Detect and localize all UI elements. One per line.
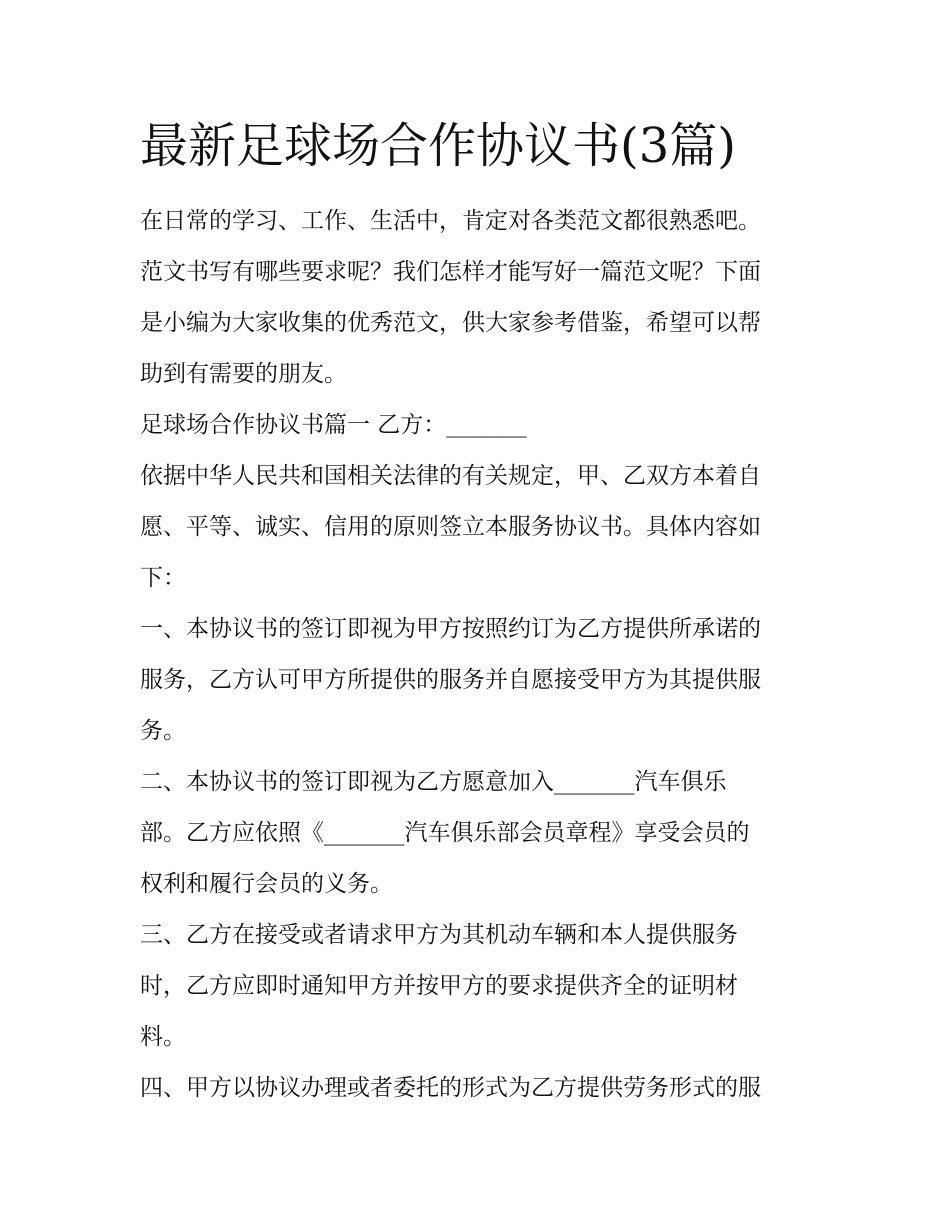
- paragraph-line: 愿、平等、诚实、信用的原则签立本服务协议书。具体内容如: [140, 514, 761, 540]
- paragraph-line: 范文书写有哪些要求呢？我们怎样才能写好一篇范文呢？下面: [140, 259, 761, 285]
- clause-line: 权利和履行会员的义务。: [140, 871, 393, 897]
- clause-line: 一、本协议书的签订即视为甲方按照约订为乙方提供所承诺的: [140, 616, 761, 642]
- paragraph-line: 助到有需要的朋友。: [140, 361, 347, 387]
- paragraph-line: 下：: [140, 565, 186, 591]
- paragraph-line: 是小编为大家收集的优秀范文，供大家参考借鉴，希望可以帮: [140, 310, 761, 336]
- clause-line: 服务，乙方认可甲方所提供的服务并自愿接受甲方为其提供服: [140, 667, 761, 693]
- section-heading-line: 足球场合作协议书篇一 乙方：_______: [140, 412, 527, 438]
- clause-line: 四、甲方以协议办理或者委托的形式为乙方提供劳务形式的服: [140, 1075, 761, 1101]
- clause-line: 时，乙方应即时通知甲方并按甲方的要求提供齐全的证明材: [140, 973, 738, 999]
- clause-line: 务。: [140, 718, 186, 744]
- paragraph-line: 在日常的学习、工作、生活中，肯定对各类范文都很熟悉吧。: [140, 208, 761, 234]
- document-body: [140, 196, 820, 1114]
- clause-line: 三、乙方在接受或者请求甲方为其机动车辆和本人提供服务: [140, 922, 738, 948]
- paragraph-line: 依据中华人民共和国相关法律的有关规定，甲、乙双方本着自: [140, 463, 761, 489]
- document-title: 最新足球场合作协议书(3篇): [140, 118, 736, 174]
- clause-line: 二、本协议书的签订即视为乙方愿意加入_______汽车俱乐: [140, 769, 727, 795]
- clause-line: 料。: [140, 1024, 186, 1050]
- clause-line: 部。乙方应依照《_______汽车俱乐部会员章程》享受会员的: [140, 820, 750, 846]
